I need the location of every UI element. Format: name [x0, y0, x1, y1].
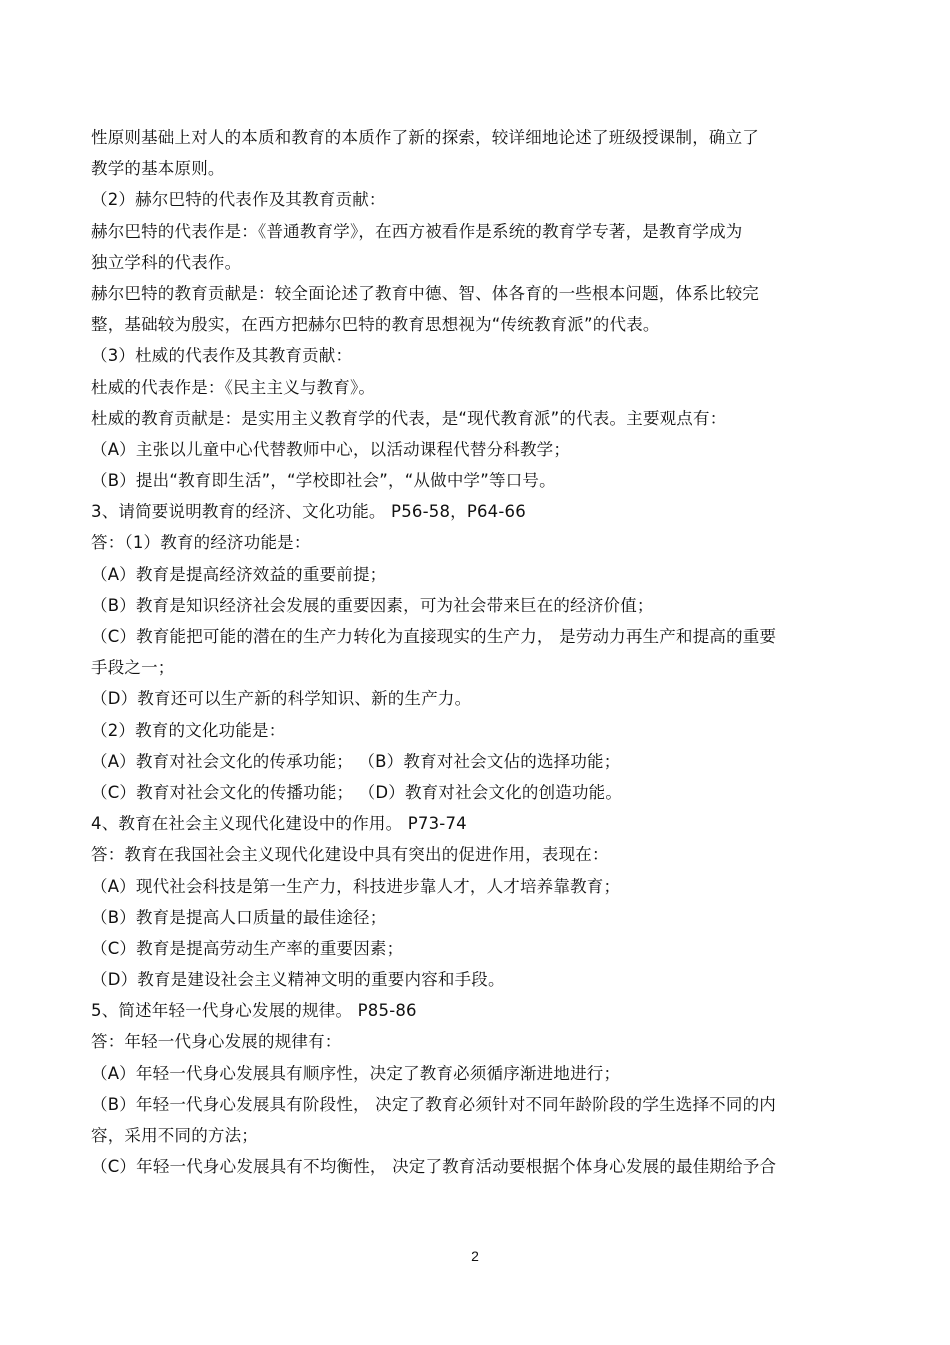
- text-line: 杜威的代表作是：《民主主义与教育》。: [91, 377, 376, 397]
- section-heading: （2）赫尔巴特的代表作及其教育贡献：: [91, 190, 386, 210]
- list-item: （A）教育是提高经济效益的重要前提；: [91, 564, 387, 584]
- text-line: 手段之一；: [91, 658, 175, 678]
- list-item: （A）主张以儿童中心代替教师中心，以活动课程代替分科教学；: [91, 439, 571, 459]
- answer-line: 答：年轻一代身心发展的规律有：: [91, 1032, 342, 1052]
- question-heading: 5、简述年轻一代身心发展的规律。 P85-86: [91, 1001, 417, 1021]
- list-item: （B）教育是知识经济社会发展的重要因素，可为社会带来巨在的经济价值；: [91, 595, 654, 615]
- list-item: （A）现代社会科技是第一生产力，科技进步靠人才，人才培养靠教育；: [91, 876, 621, 896]
- list-item: （C）年轻一代身心发展具有不均衡性， 决定了教育活动要根据个体身心发展的最佳期给予合: [91, 1157, 777, 1177]
- text-line: 独立学科的代表作。: [91, 252, 242, 272]
- list-item: （D）教育还可以生产新的科学知识、新的生产力。: [91, 689, 472, 709]
- list-item: （C）教育是提高劳动生产率的重要因素；: [91, 938, 404, 958]
- list-item: （C）教育能把可能的潜在的生产力转化为直接现实的生产力， 是劳动力再生产和提高的重要: [91, 627, 777, 646]
- answer-line: 答：（1）教育的经济功能是：: [91, 533, 311, 553]
- list-item: （A）教育对社会文化的传承功能； （B）教育对社会文佔的选择功能；: [91, 751, 621, 771]
- body-text: [91, 122, 861, 1182]
- text-line: 赫尔巴特的教育贡献是：较全面论述了教育中德、智、体各育的一些根本问题，体系比较完: [91, 283, 759, 303]
- section-heading: （3）杜威的代表作及其教育贡献：: [91, 346, 353, 366]
- text-line: 赫尔巴特的代表作是：《普通教育学》，在西方被看作是系统的教育学专著，是教育学成为: [91, 221, 743, 241]
- section-heading: （2）教育的文化功能是：: [91, 720, 286, 740]
- text-line: 性原则基础上对人的本质和教育的本质作了新的探索，较详细地论述了班级授课制，确立了: [91, 128, 759, 147]
- text-line: 杜威的教育贡献是：是实用主义教育学的代表，是“现代教育派”的代表。主要观点有：: [91, 408, 727, 428]
- list-item: （B）提出“教育即生活”，“学校即社会”，“从做中学”等口号。: [91, 471, 556, 491]
- question-heading: 3、请简要说明教育的经济、文化功能。 P56-58，P64-66: [91, 502, 526, 522]
- list-item: （B）教育是提高人口质量的最佳途径；: [91, 907, 387, 927]
- text-line: 整，基础较为殷实，在西方把赫尔巴特的教育思想视为“传统教育派”的代表。: [91, 315, 660, 335]
- text-line: 容，采用不同的方法；: [91, 1126, 258, 1145]
- list-item: （B）年轻一代身心发展具有阶段性， 决定了教育必须针对不同年龄阶段的学生选择不同的内: [91, 1094, 776, 1114]
- question-heading: 4、教育在社会主义现代化建设中的作用。 P73-74: [91, 814, 467, 834]
- list-item: （A）年轻一代身心发展具有顺序性，决定了教育必须循序渐进地进行；: [91, 1063, 621, 1083]
- text-line: 教学的基本原则。: [91, 159, 225, 179]
- answer-line: 答：教育在我国社会主义现代化建设中具有突出的促进作用，表现在：: [91, 845, 609, 865]
- list-item: （D）教育是建设社会主义精神文明的重要内容和手段。: [91, 970, 505, 990]
- list-item: （C）教育对社会文化的传播功能； （D）教育对社会文化的创造功能。: [91, 782, 623, 802]
- page-number: 2: [471, 1248, 479, 1264]
